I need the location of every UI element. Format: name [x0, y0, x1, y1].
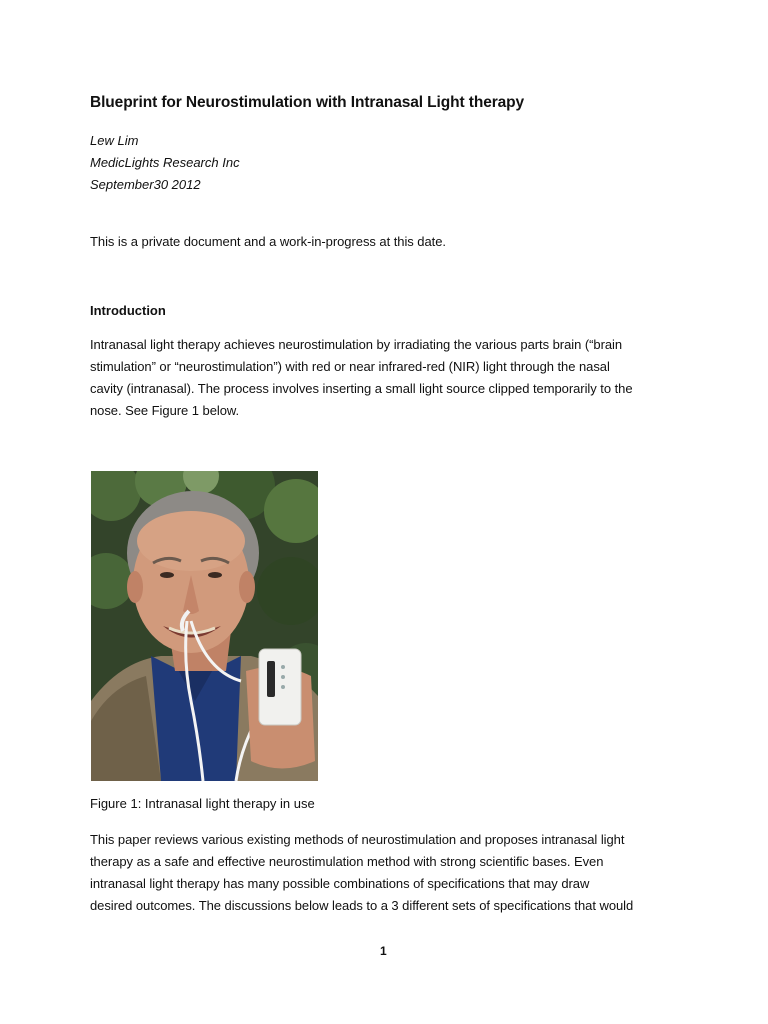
paragraph-line: desired outcomes. The discussions below leads to a 3 different sets of specifications that would [90, 898, 634, 913]
page-number: 1 [380, 944, 387, 958]
author-name: Lew Lim [90, 133, 139, 148]
organization-name: MedicLights Research Inc [90, 155, 240, 170]
paragraph-line: This paper reviews various existing methods of neurostimulation and proposes intranasal light [90, 832, 625, 847]
private-notice: This is a private document and a work-in-progress at this date. [90, 234, 446, 249]
paragraph-line: nose. See Figure 1 below. [90, 403, 240, 418]
figure-caption: Figure 1: Intranasal light therapy in use [90, 796, 315, 811]
paragraph-line: Intranasal light therapy achieves neurostimulation by irradiating the various parts brain (“brain [90, 337, 623, 352]
document-date: September30 2012 [90, 177, 201, 192]
paragraph-line: cavity (intranasal). The process involves inserting a small light source clipped temporarily to the [90, 381, 633, 396]
figure-photo [91, 471, 318, 781]
introduction-heading: Introduction [90, 303, 166, 318]
paragraph-line: intranasal light therapy has many possible combinations of specifications that may draw [90, 876, 590, 891]
paragraph-line: stimulation” or “neurostimulation”) with red or near infrared-red (NIR) light through the nasal [90, 359, 610, 374]
document-title: Blueprint for Neurostimulation with Intranasal Light therapy [90, 94, 525, 111]
paragraph-line: therapy as a safe and effective neurostimulation method with strong scientific bases. Even [90, 854, 604, 869]
